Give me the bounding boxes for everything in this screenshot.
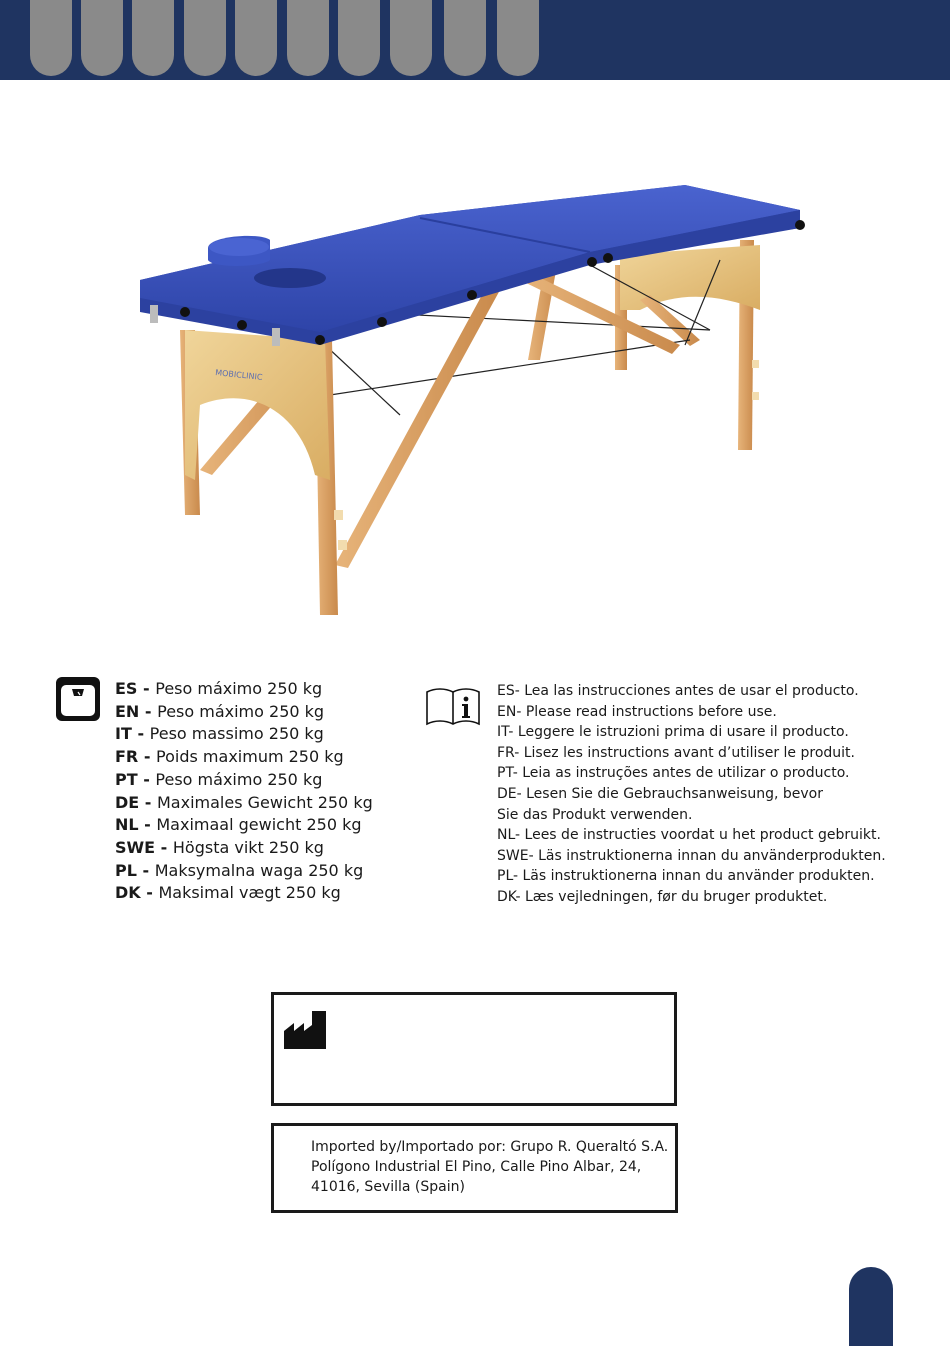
header-tab: [81, 0, 123, 76]
max-weight-text: Maksimal vægt 250 kg: [158, 883, 341, 903]
importer-line: 41016, Sevilla (Spain): [311, 1179, 465, 1195]
instructions-list: [497, 681, 886, 908]
instruction-line: Sie das Produkt verwenden.: [497, 806, 693, 823]
max-weight-text: Maksymalna waga 250 kg: [154, 860, 364, 880]
max-weight-text: Poids maximum 250 kg: [156, 747, 344, 767]
max-weight-text: Peso máximo 250 kg: [155, 769, 323, 789]
max-weight-item: SWE - Högsta vikt 250 kg: [115, 837, 324, 857]
header-tab: [235, 0, 277, 76]
max-weight-item: PL - Maksymalna waga 250 kg: [115, 860, 364, 880]
language-code: DE: [115, 792, 140, 812]
language-code: PL: [115, 860, 137, 880]
max-weight-item: PT - Peso máximo 250 kg: [115, 769, 323, 789]
manufacturer-factory-icon: [284, 1009, 326, 1049]
header-tab: [497, 0, 539, 76]
max-weight-text: Maximaal gewicht 250 kg: [156, 815, 362, 835]
max-weight-list: [115, 678, 373, 905]
language-code: DK: [115, 883, 141, 903]
massage-table-image: [120, 170, 820, 630]
language-code: FR: [115, 747, 139, 767]
header-tab: [30, 0, 72, 76]
max-weight-item: DE - Maximales Gewicht 250 kg: [115, 792, 373, 812]
max-weight-item: IT - Peso massimo 250 kg: [115, 724, 324, 744]
importer-line: Polígono Industrial El Pino, Calle Pino Albar, 24,: [311, 1159, 642, 1175]
max-weight-text: Peso massimo 250 kg: [149, 724, 324, 744]
importer-box: [271, 1123, 678, 1213]
weight-scale-icon: [56, 677, 100, 721]
header-tab: [287, 0, 329, 76]
importer-address: [311, 1137, 668, 1197]
instruction-line: FR- Lisez les instructions avant d’utiliser le produit.: [497, 744, 855, 761]
instruction-line: NL- Lees de instructies voordat u het product gebruikt.: [497, 827, 881, 844]
instruction-line: EN- Please read instructions before use.: [497, 703, 777, 720]
instruction-line: DE- Lesen Sie die Gebrauchsanweisung, bevor: [497, 785, 823, 802]
language-code: PT: [115, 769, 138, 789]
language-code: IT: [115, 724, 132, 744]
max-weight-item: ES - Peso máximo 250 kg: [115, 679, 323, 698]
header-tab: [390, 0, 432, 76]
instruction-line: PL- Läs instruktionerna innan du använder produkten.: [497, 868, 875, 885]
instruction-line: ES- Lea las instrucciones antes de usar el producto.: [497, 683, 859, 699]
language-code: ES: [115, 679, 138, 698]
header-bar: [0, 0, 950, 80]
max-weight-text: Peso máximo 250 kg: [157, 701, 325, 721]
brand-label: MOBICLINIC: [214, 368, 263, 382]
header-tab: [444, 0, 486, 76]
header-tab: [338, 0, 380, 76]
language-code: SWE: [115, 837, 156, 857]
instruction-line: SWE- Läs instruktionerna innan du använderprodukten.: [497, 847, 886, 864]
max-weight-text: Maximales Gewicht 250 kg: [157, 792, 373, 812]
max-weight-text: Högsta vikt 250 kg: [172, 837, 324, 857]
max-weight-text: Peso máximo 250 kg: [155, 679, 323, 698]
language-code: EN: [115, 701, 140, 721]
language-code: NL: [115, 815, 139, 835]
importer-line: Imported by/Importado por: Grupo R. Queraltó S.A.: [311, 1139, 669, 1155]
instruction-line: DK- Læs vejledningen, før du bruger produktet.: [497, 888, 828, 905]
max-weight-item: FR - Poids maximum 250 kg: [115, 747, 344, 767]
read-instructions-icon: [425, 686, 481, 726]
max-weight-item: EN - Peso máximo 250 kg: [115, 701, 325, 721]
header-tab: [132, 0, 174, 76]
page-tab: [849, 1267, 893, 1346]
header-tab: [184, 0, 226, 76]
front-end-frame: [180, 330, 759, 615]
max-weight-item: DK - Maksimal vægt 250 kg: [115, 883, 341, 903]
max-weight-item: NL - Maximaal gewicht 250 kg: [115, 815, 362, 835]
instruction-line: IT- Leggere le istruzioni prima di usare il producto.: [497, 724, 849, 741]
manufacturer-box: [271, 992, 677, 1106]
instruction-line: PT- Leia as instruções antes de utilizar o producto.: [497, 765, 850, 782]
